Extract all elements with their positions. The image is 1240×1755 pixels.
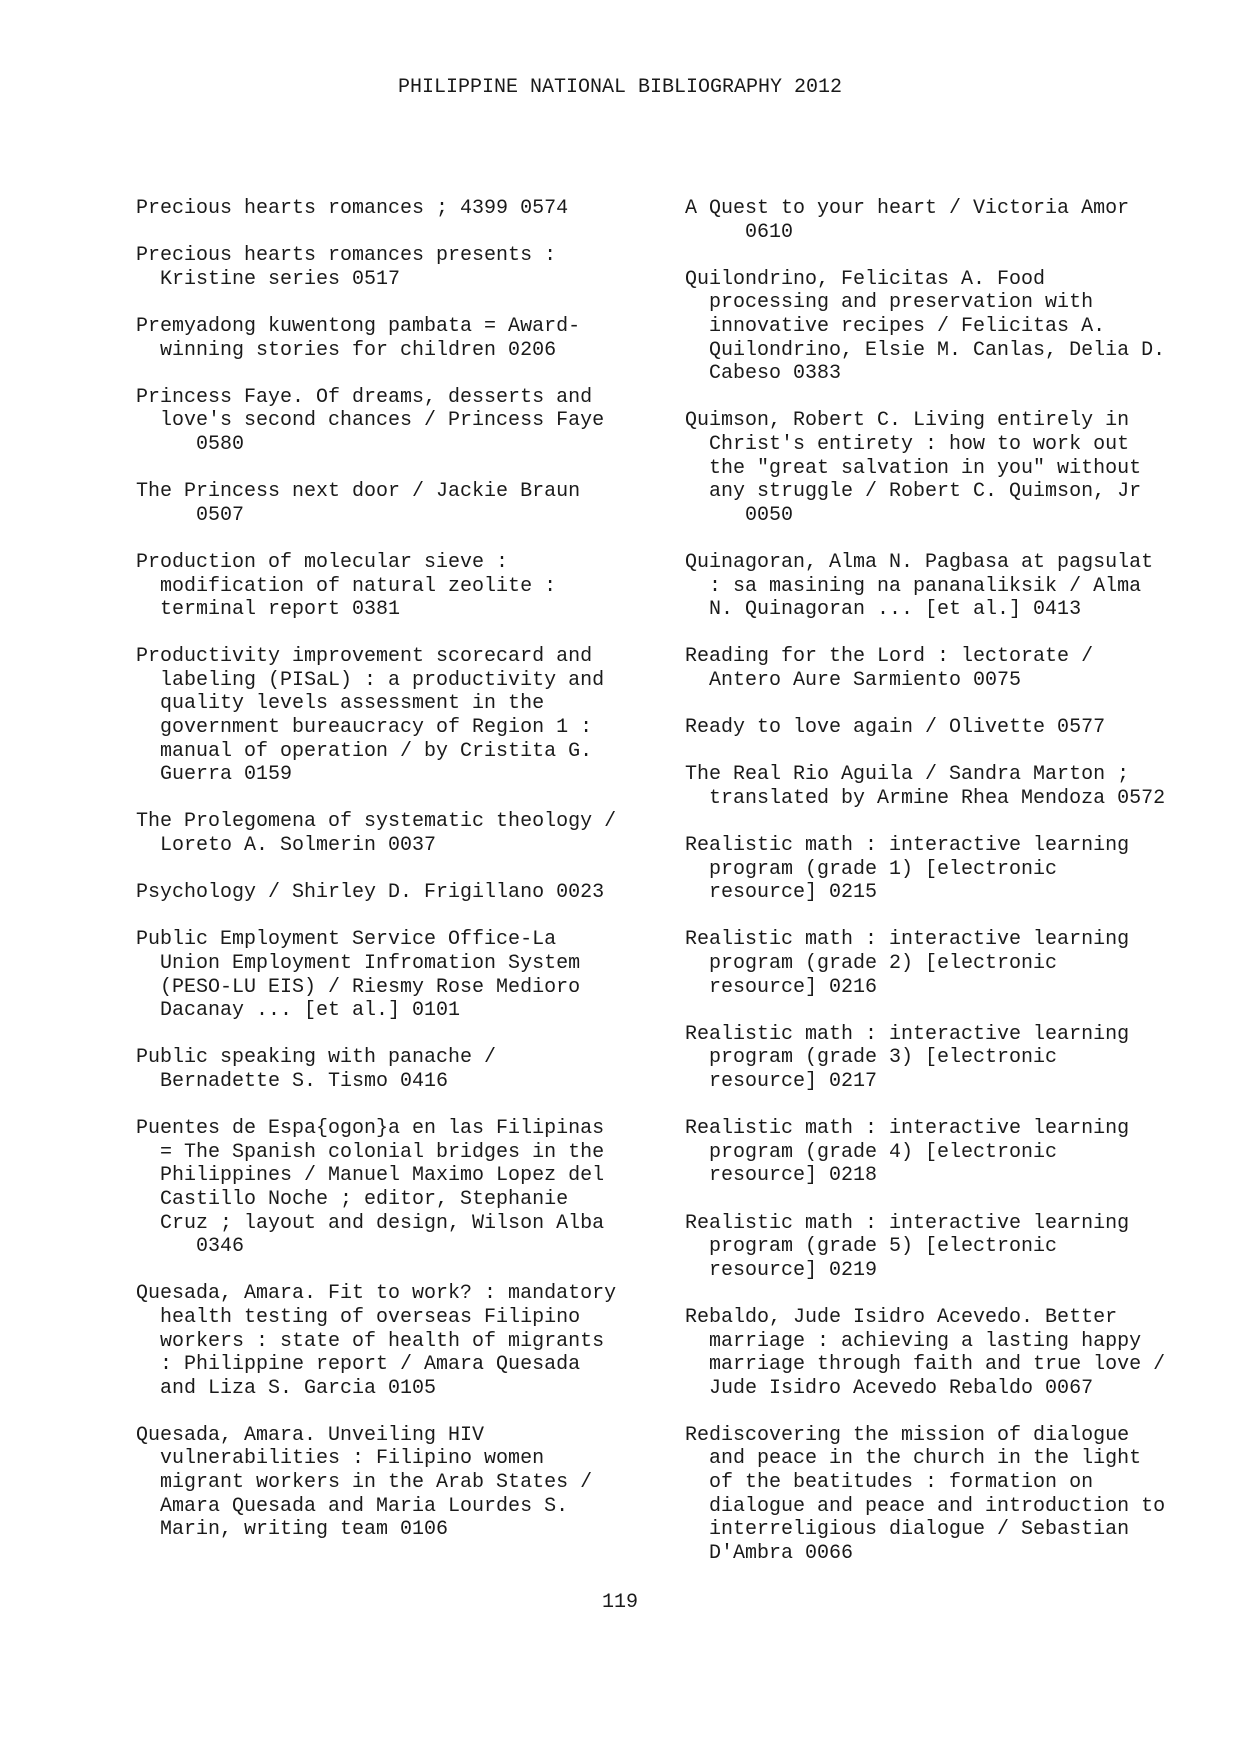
entry-line: Realistic math : interactive learning (685, 928, 1130, 952)
entry-line: resource] 0217 (685, 1069, 878, 1093)
entry-line: Productivity improvement scorecard and (136, 645, 593, 669)
page-number: 119 (601, 1591, 638, 1614)
entry-line: N. Quinagoran ... [et al.] 0413 (685, 598, 1082, 622)
entry-line: love's second chances / Princess Faye (136, 409, 605, 433)
entry-line: Union Employment Infromation System (136, 952, 581, 975)
entry-line: 0507 (136, 503, 245, 527)
entry-line: resource] 0216 (685, 975, 878, 999)
entry-line: Bernadette S. Tismo 0416 (136, 1069, 449, 1093)
entry-line: the "great salvation in you" without (685, 456, 1142, 480)
entry-line: = The Spanish colonial bridges in the (136, 1140, 605, 1164)
bibliography-entry (685, 197, 1235, 244)
entry-line: and Liza S. Garcia 0105 (136, 1376, 437, 1400)
entry-line: : sa masining na pananaliksik / Alma (685, 574, 1142, 598)
bibliography-entry (685, 1424, 1235, 1566)
left-column (136, 197, 676, 1565)
entry-line: 0346 (136, 1235, 245, 1259)
bibliography-entry (136, 244, 676, 291)
entry-line: Ready to love again / Olivette 0577 (685, 716, 1106, 740)
bibliography-entry (136, 645, 676, 787)
entry-line: modification of natural zeolite : (136, 574, 557, 598)
entry-line: The Real Rio Aguila / Sandra Marton ; (685, 763, 1130, 787)
entry-line: marriage through faith and true love / (685, 1353, 1166, 1377)
entry-line: Guerra 0159 (136, 763, 293, 787)
entry-line: government bureaucracy of Region 1 : (136, 716, 593, 740)
entry-line: innovative recipes / Felicitas A. (685, 314, 1106, 338)
entry-line: resource] 0215 (685, 881, 878, 905)
entry-line: program (grade 3) [electronic (685, 1046, 1058, 1070)
bibliography-entry (136, 1282, 676, 1400)
entry-line: Rediscovering the mission of dialogue (685, 1423, 1130, 1447)
entry-line: any struggle / Robert C. Quimson, Jr (685, 480, 1142, 504)
entry-line: Castillo Noche ; editor, Stephanie (136, 1187, 569, 1211)
entry-line: Quesada, Amara. Unveiling HIV (136, 1423, 485, 1447)
bibliography-entry (136, 928, 676, 1022)
bibliography-entry (136, 480, 676, 527)
bibliography-entry (685, 268, 1235, 386)
bibliography-entry (685, 928, 1235, 999)
entry-line: vulnerabilities : Filipino women (136, 1447, 545, 1471)
entry-line: Philippines / Manuel Maximo Lopez del (136, 1164, 605, 1188)
entry-line: Premyadong kuwentong pambata = Award- (136, 314, 581, 338)
entry-line: Loreto A. Solmerin 0037 (136, 834, 437, 858)
entry-line: program (grade 5) [electronic (685, 1235, 1058, 1259)
entry-line: Realistic math : interactive learning (685, 1022, 1130, 1046)
entry-line: Dacanay ... [et al.] 0101 (136, 999, 461, 1023)
entry-line: of the beatitudes : formation on (685, 1471, 1094, 1495)
entry-line: resource] 0219 (685, 1258, 878, 1282)
entry-line: program (grade 1) [electronic (685, 857, 1058, 881)
right-column (685, 197, 1235, 1589)
entry-line: Christ's entirety : how to work out (685, 432, 1130, 456)
entry-line: The Prolegomena of systematic theology / (136, 810, 617, 834)
bibliography-entry (136, 810, 676, 857)
bibliography-entry (685, 716, 1235, 740)
entry-line: Marin, writing team 0106 (136, 1518, 449, 1542)
bibliography-entry (136, 1117, 676, 1259)
entry-line: Psychology / Shirley D. Frigillano 0023 (136, 881, 605, 905)
bibliography-entry (685, 834, 1235, 905)
entry-line: resource] 0218 (685, 1164, 878, 1188)
entry-line: : Philippine report / Amara Quesada (136, 1353, 581, 1377)
entry-line: Production of molecular sieve : (136, 550, 509, 574)
entry-line: Precious hearts romances presents : (136, 244, 557, 268)
entry-line: health testing of overseas Filipino (136, 1305, 581, 1329)
entry-line: interreligious dialogue / Sebastian (685, 1518, 1130, 1542)
entry-line: quality levels assessment in the (136, 692, 545, 716)
entry-line: 0610 (685, 220, 794, 244)
entry-line: Rebaldo, Jude Isidro Acevedo. Better (685, 1305, 1118, 1329)
entry-line: dialogue and peace and introduction to (685, 1494, 1166, 1518)
entry-line: Quesada, Amara. Fit to work? : mandatory (136, 1282, 617, 1306)
bibliography-entry (685, 1306, 1235, 1400)
entry-line: 0580 (136, 432, 245, 456)
entry-line: Realistic math : interactive learning (685, 834, 1130, 858)
entry-line: 0050 (685, 503, 794, 527)
entry-line: labeling (PISaL) : a productivity and (136, 668, 605, 692)
entry-line: marriage : achieving a lasting happy (685, 1329, 1142, 1353)
entry-line: Cabeso 0383 (685, 362, 842, 386)
entry-line: terminal report 0381 (136, 598, 401, 622)
entry-line: The Princess next door / Jackie Braun (136, 480, 581, 504)
entry-line: D'Ambra 0066 (685, 1541, 854, 1565)
bibliography-entry (685, 1023, 1235, 1094)
entry-line: and peace in the church in the light (685, 1447, 1142, 1471)
bibliography-entry (136, 551, 676, 622)
bibliography-entry (685, 1117, 1235, 1188)
bibliography-entry (136, 386, 676, 457)
entry-line: Cruz ; layout and design, Wilson Alba (136, 1211, 605, 1235)
entry-line: Puentes de Espa{ogon}a en las Filipinas (136, 1117, 605, 1141)
entry-line: Precious hearts romances ; 4399 0574 (136, 197, 569, 220)
entry-line: Quimson, Robert C. Living entirely in (685, 409, 1130, 433)
entry-line: program (grade 4) [electronic (685, 1140, 1058, 1164)
entry-line: Kristine series 0517 (136, 267, 401, 291)
entry-line: Public Employment Service Office-La (136, 928, 557, 952)
bibliography-entry (685, 551, 1235, 622)
entry-line: A Quest to your heart / Victoria Amor (685, 197, 1130, 220)
entry-line: Quilondrino, Elsie M. Canlas, Delia D. (685, 338, 1166, 362)
entry-line: Realistic math : interactive learning (685, 1211, 1130, 1235)
entry-line: Amara Quesada and Maria Lourdes S. (136, 1494, 569, 1518)
bibliography-entry (685, 1212, 1235, 1283)
entry-line: translated by Armine Rhea Mendoza 0572 (685, 786, 1166, 810)
entry-line: Jude Isidro Acevedo Rebaldo 0067 (685, 1376, 1094, 1400)
entry-line: Antero Aure Sarmiento 0075 (685, 668, 1022, 692)
entry-line: Public speaking with panache / (136, 1046, 497, 1070)
bibliography-entry (136, 197, 676, 221)
entry-line: processing and preservation with (685, 291, 1094, 315)
bibliography-entry (136, 881, 676, 905)
bibliography-entry (685, 409, 1235, 527)
entry-line: Princess Faye. Of dreams, desserts and (136, 385, 593, 409)
bibliography-entry (136, 1424, 676, 1542)
bibliography-entry (685, 763, 1235, 810)
entry-line: program (grade 2) [electronic (685, 952, 1058, 975)
entry-line: migrant workers in the Arab States / (136, 1471, 593, 1495)
entry-line: Quilondrino, Felicitas A. Food (685, 267, 1046, 291)
bibliography-entry (136, 1046, 676, 1093)
entry-line: Quinagoran, Alma N. Pagbasa at pagsulat (685, 550, 1154, 574)
entry-line: (PESO-LU EIS) / Riesmy Rose Medioro (136, 975, 581, 999)
entry-line: winning stories for children 0206 (136, 338, 557, 362)
entry-line: workers : state of health of migrants (136, 1329, 605, 1353)
entry-line: Realistic math : interactive learning (685, 1117, 1130, 1141)
entry-line: Reading for the Lord : lectorate / (685, 645, 1094, 669)
bibliography-entry (685, 645, 1235, 692)
entry-line: manual of operation / by Cristita G. (136, 739, 593, 763)
page-header: PHILIPPINE NATIONAL BIBLIOGRAPHY 2012 (397, 76, 843, 99)
bibliography-entry (136, 315, 676, 362)
